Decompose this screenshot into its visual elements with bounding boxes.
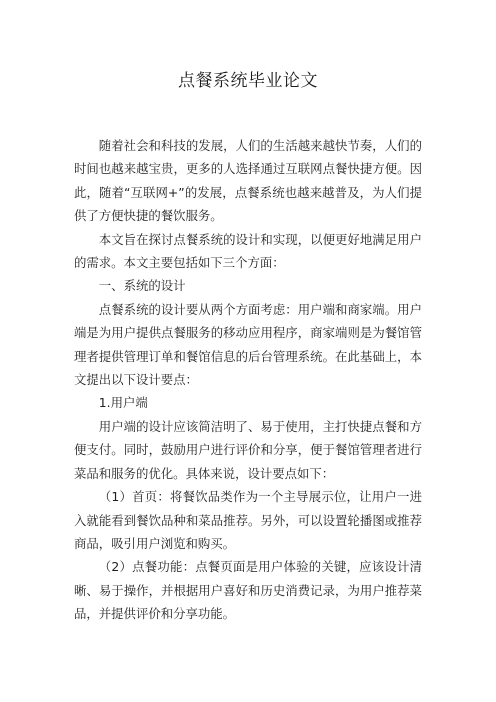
paragraph-ordering-function: （2）点餐功能：点餐页面是用户体验的关键，应该设计清晰、易于操作，并根据用户喜好和历史消费记录，为用户推荐菜品，并提供评价和分享功能。 bbox=[74, 559, 422, 622]
subsection-heading-user-client: 1.用户端 bbox=[98, 395, 148, 411]
paragraph-homepage: （1）首页：将餐饮品类作为一个主导展示位，让用户一进入就能看到餐饮品种和菜品推荐。另外，可以设置轮播图或推荐商品，吸引用户浏览和购买。 bbox=[74, 489, 422, 551]
paragraph-intro: 随着社会和科技的发展，人们的生活越来越快节奏，人们的时间也越来越宝贵，更多的人选择通过互联网点餐快捷方便。因此，随着“互联网+”的发展，点餐系统也越来越普及，为人们提供了方便快捷的餐饮服务。 bbox=[74, 138, 422, 224]
paragraph-design-overview: 点餐系统的设计要从两个方面考虑：用户端和商家端。用户端是为用户提供点餐服务的移动应用程序，商家端则是为餐馆管理者提供管理订单和餐馆信息的后台管理系统。在此基础上，本文提出以下设计要点： bbox=[74, 301, 422, 388]
section-heading-system-design: 一、系统的设计 bbox=[98, 278, 186, 294]
document-title: 点餐系统毕业论文 bbox=[178, 71, 318, 91]
paragraph-user-client: 用户端的设计应该简洁明了、易于使用，主打快捷点餐和方便支付。同时，鼓励用户进行评价和分享，便于餐馆管理者进行菜品和服务的优化。具体来说，设计要点如下： bbox=[74, 418, 422, 481]
document-body bbox=[74, 134, 422, 626]
paragraph-purpose: 本文旨在探讨点餐系统的设计和实现，以便更好地满足用户的需求。本文主要包括如下三个方面： bbox=[74, 231, 422, 271]
